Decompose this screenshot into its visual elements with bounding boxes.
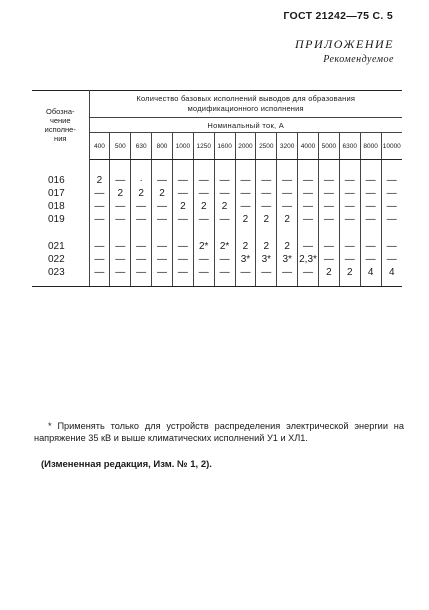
- table-cell: 2: [89, 174, 110, 187]
- table-cell: —: [298, 213, 319, 226]
- table-cell: —: [172, 266, 193, 287]
- table-cell: —: [89, 213, 110, 226]
- table-cell: —: [360, 174, 381, 187]
- table-cell: —: [131, 240, 152, 253]
- current-header-cell: 1600: [214, 133, 235, 160]
- table-cell: —: [89, 187, 110, 200]
- table-row: [32, 240, 402, 253]
- table-cell: 2: [235, 213, 256, 226]
- table-cell: —: [318, 213, 339, 226]
- table-cell: —: [339, 213, 360, 226]
- table-cell: —: [214, 187, 235, 200]
- table-cell: 2: [172, 200, 193, 213]
- table-cell: —: [110, 240, 131, 253]
- current-header-cell: 500: [110, 133, 131, 160]
- table-cell: —: [277, 174, 298, 187]
- table-cell: —: [256, 187, 277, 200]
- nominal-current-header: Номинальный ток, А: [89, 118, 402, 133]
- table-cell: —: [386, 241, 397, 252]
- table-cell: 3*: [256, 253, 277, 266]
- table-cell: —: [152, 174, 173, 187]
- table-cell: 2: [152, 187, 173, 200]
- row-code: 019: [32, 213, 89, 226]
- table-cell: —: [131, 266, 152, 287]
- table-cell: —: [235, 174, 256, 187]
- table-cell: —: [152, 266, 173, 287]
- table-cell: —: [110, 213, 131, 226]
- table-cell: —: [89, 200, 110, 213]
- table-cell: —: [256, 174, 277, 187]
- table-cell: —: [339, 253, 360, 266]
- table-cell: —: [110, 266, 131, 287]
- table-cell: —: [339, 240, 360, 253]
- designation-header: Обозна- чение исполне- ния: [32, 91, 89, 160]
- current-header-cell: 6300: [339, 133, 360, 160]
- table-row: [32, 253, 402, 266]
- table-cell: 4: [381, 266, 402, 287]
- table-row: [32, 200, 402, 213]
- table-cell: —: [235, 266, 256, 287]
- table-cell: —: [277, 200, 298, 213]
- table-cell: 2: [131, 187, 152, 200]
- table-cell: —: [131, 200, 152, 213]
- current-header-cell: 4000: [298, 133, 319, 160]
- table-cell: —: [89, 253, 110, 266]
- table-cell: 2: [110, 187, 131, 200]
- table-cell: —: [360, 253, 381, 266]
- table-cell: 2: [256, 213, 277, 226]
- table-cell: 2: [339, 266, 360, 287]
- table-cell: —: [298, 200, 319, 213]
- table-cell: 2: [318, 266, 339, 287]
- table-cell: 4: [360, 266, 381, 287]
- table-cell: —: [360, 240, 381, 253]
- row-code: 023: [32, 266, 89, 287]
- table-cell: —: [152, 200, 173, 213]
- table-cell: —: [193, 213, 214, 226]
- table-cell: —: [298, 187, 319, 200]
- current-header-cell: 1000: [172, 133, 193, 160]
- row-code: 021: [32, 240, 89, 253]
- current-header-cell: 10000: [381, 133, 402, 160]
- document-header: ГОСТ 21242—75 С. 5: [283, 10, 393, 22]
- current-header-cell: 3200: [277, 133, 298, 160]
- current-header-cell: 800: [152, 133, 173, 160]
- current-header-cell: 2500: [256, 133, 277, 160]
- table-cell: —: [131, 253, 152, 266]
- table-cell: —: [235, 187, 256, 200]
- table-cell: —: [339, 200, 360, 213]
- table-cell: —: [298, 240, 319, 253]
- table-cell: —: [318, 200, 339, 213]
- table-cell: —: [193, 253, 214, 266]
- table-cell: —: [89, 240, 110, 253]
- table-cell: —: [214, 266, 235, 287]
- table-cell: —: [360, 187, 381, 200]
- table-cell: 3*: [235, 253, 256, 266]
- table-cell: 2: [235, 240, 256, 253]
- table-cell: —: [277, 266, 298, 287]
- table-cell: —: [172, 253, 193, 266]
- table-cell: —: [172, 187, 193, 200]
- table-cell: —: [89, 266, 110, 287]
- table-cell: 2*: [193, 240, 214, 253]
- appendix-subtitle: Рекомендуемое: [323, 54, 394, 65]
- table-row: [32, 266, 402, 287]
- table-cell: 3*: [277, 253, 298, 266]
- revision-note: (Измененная редакция, Изм. № 1, 2).: [41, 459, 212, 470]
- current-header-cell: 630: [131, 133, 152, 160]
- table-cell: —: [110, 200, 131, 213]
- table-cell: 2: [277, 240, 298, 253]
- row-code: 016: [32, 174, 89, 187]
- table-row: [32, 187, 402, 200]
- table-cell: —: [386, 254, 397, 265]
- table-cell: —: [214, 213, 235, 226]
- table-cell: —: [110, 253, 131, 266]
- table-cell: —: [193, 266, 214, 287]
- current-header-cell: 2000: [235, 133, 256, 160]
- table-cell: —: [298, 174, 319, 187]
- current-header-cell: 8000: [360, 133, 381, 160]
- table-cell: —: [172, 174, 193, 187]
- table-row: [32, 174, 402, 187]
- current-header-cell: 5000: [318, 133, 339, 160]
- table-cell: —: [172, 213, 193, 226]
- table-cell: —: [193, 174, 214, 187]
- table-cell: 2*: [214, 240, 235, 253]
- table-cell: —: [318, 174, 339, 187]
- table-cell: 2: [277, 213, 298, 226]
- table-cell: —: [318, 187, 339, 200]
- table-cell: —: [360, 213, 381, 226]
- table-cell: 2: [193, 200, 214, 213]
- table-cell: —: [386, 201, 397, 212]
- table-title: Количество базовых исполнений выводов для образования модификационного исполнения: [89, 91, 402, 118]
- current-header-cell: 400: [89, 133, 110, 160]
- table-cell: —: [298, 266, 319, 287]
- table-cell: —: [214, 174, 235, 187]
- table-cell: —: [256, 200, 277, 213]
- appendix-title: ПРИЛОЖЕНИЕ: [295, 37, 394, 51]
- table-cell: 2,3*: [299, 254, 317, 265]
- table-cell: —: [318, 253, 339, 266]
- table-cell: —: [339, 174, 360, 187]
- table-cell: —: [193, 187, 214, 200]
- table-cell: —: [152, 253, 173, 266]
- table-cell: —: [318, 240, 339, 253]
- footnote: * Применять только для устройств распределения электрической энергии на напряжение 35 кВ и выше климатических исполнений У1 и ХЛ1.: [34, 421, 404, 443]
- table-cell: —: [172, 240, 193, 253]
- table-cell: —: [152, 213, 173, 226]
- table-cell: —: [235, 200, 256, 213]
- row-code: 018: [32, 200, 89, 213]
- table-cell: —: [214, 253, 235, 266]
- data-table: [32, 90, 402, 287]
- table-cell: —: [386, 175, 397, 186]
- table-cell: —: [110, 174, 131, 187]
- table-row: [32, 213, 402, 226]
- table-cell: —: [386, 214, 397, 225]
- table-cell: 2: [214, 200, 235, 213]
- table-cell: —: [339, 187, 360, 200]
- table-cell: —: [386, 188, 397, 199]
- table-cell: ·: [131, 174, 152, 187]
- row-code: 022: [32, 253, 89, 266]
- table-cell: —: [131, 213, 152, 226]
- spacer-row: [32, 226, 402, 240]
- spacer-row: [32, 160, 402, 175]
- table-cell: 2: [256, 240, 277, 253]
- table-cell: —: [256, 266, 277, 287]
- table-cell: —: [277, 187, 298, 200]
- current-header-cell: 1250: [193, 133, 214, 160]
- table-cell: —: [152, 240, 173, 253]
- row-code: 017: [32, 187, 89, 200]
- table-cell: —: [360, 200, 381, 213]
